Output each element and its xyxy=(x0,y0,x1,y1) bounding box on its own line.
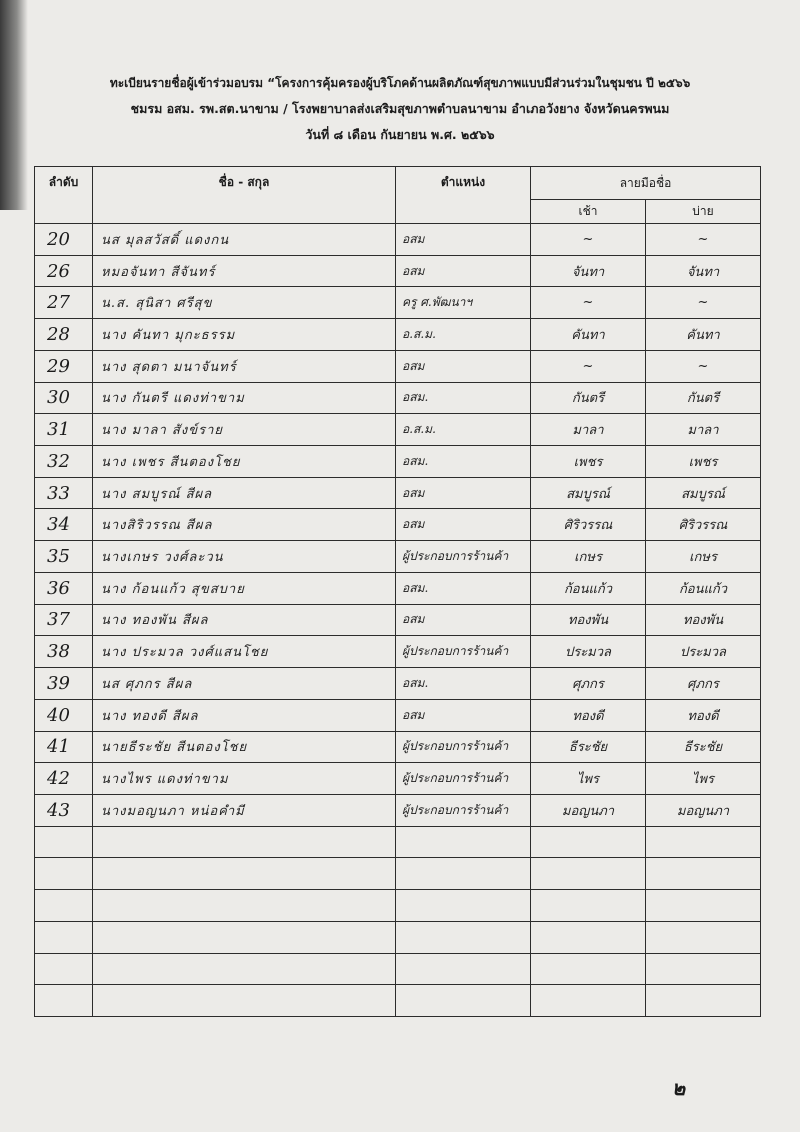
row-signature-afternoon: เกษร xyxy=(646,541,761,573)
row-signature-morning: ไพร xyxy=(531,763,646,795)
row-name: นส ศุภกร สีผล xyxy=(93,668,396,700)
row-signature-morning: จันทา xyxy=(531,255,646,287)
table-row xyxy=(35,319,761,351)
row-name: นาง ประมวล วงศ์แสนโชย xyxy=(93,636,396,668)
row-signature-afternoon: มาลา xyxy=(646,414,761,446)
row-signature-afternoon xyxy=(646,890,761,922)
row-signature-morning: ประมวล xyxy=(531,636,646,668)
row-name: นางมอญนภา หน่อคำมี xyxy=(93,794,396,826)
row-position: อ.ส.ม. xyxy=(396,414,531,446)
row-signature-morning xyxy=(531,921,646,953)
row-signature-morning: ~ xyxy=(531,224,646,256)
row-name: นส มุลสวัสดิ์ แดงกน xyxy=(93,224,396,256)
row-signature-morning xyxy=(531,985,646,1017)
row-number xyxy=(35,953,93,985)
row-position: อสม xyxy=(396,477,531,509)
table-body xyxy=(35,224,761,1017)
row-signature-afternoon: ศุภกร xyxy=(646,668,761,700)
row-signature-morning: สมบูรณ์ xyxy=(531,477,646,509)
row-name: นางสิริวรรณ สีผล xyxy=(93,509,396,541)
row-number xyxy=(35,858,93,890)
row-position xyxy=(396,858,531,890)
row-signature-afternoon: ~ xyxy=(646,350,761,382)
row-number xyxy=(35,985,93,1017)
row-name: นาง เพชร สีนตองโชย xyxy=(93,446,396,478)
row-number: 20 xyxy=(35,224,93,256)
row-name: นาง สมบูรณ์ สีผล xyxy=(93,477,396,509)
row-name: นาง มาลา สังข์ราย xyxy=(93,414,396,446)
row-number xyxy=(35,890,93,922)
row-number xyxy=(35,921,93,953)
row-number: 33 xyxy=(35,477,93,509)
row-signature-morning xyxy=(531,953,646,985)
row-number: 36 xyxy=(35,572,93,604)
row-signature-morning: มาลา xyxy=(531,414,646,446)
table-row xyxy=(35,350,761,382)
row-position: อสม xyxy=(396,604,531,636)
row-position: ผู้ประกอบการร้านค้า xyxy=(396,794,531,826)
row-position: อสม. xyxy=(396,382,531,414)
row-number: 38 xyxy=(35,636,93,668)
table-row xyxy=(35,255,761,287)
row-signature-afternoon xyxy=(646,858,761,890)
table-row xyxy=(35,826,761,858)
table-row xyxy=(35,668,761,700)
row-number: 37 xyxy=(35,604,93,636)
row-position: ผู้ประกอบการร้านค้า xyxy=(396,763,531,795)
row-position: ครู ศ.พัฒนาฯ xyxy=(396,287,531,319)
row-name: น.ส. สุนิสา ศรีสุข xyxy=(93,287,396,319)
row-signature-afternoon xyxy=(646,826,761,858)
row-number: 35 xyxy=(35,541,93,573)
row-name xyxy=(93,826,396,858)
row-position xyxy=(396,953,531,985)
row-signature-afternoon: ~ xyxy=(646,224,761,256)
table-row xyxy=(35,636,761,668)
header-organization: ชมรม อสม. รพ.สต.นาขาม / โรงพยาบาลส่งเสริมสุขภาพตำบลนาขาม อำเภอวังยาง จังหวัดนครพนม xyxy=(130,101,670,116)
header-morning: เช้า xyxy=(531,200,646,224)
row-position: อสม xyxy=(396,224,531,256)
table-row xyxy=(35,477,761,509)
row-position: ผู้ประกอบการร้านค้า xyxy=(396,541,531,573)
header-signature: ลายมือชื่อ xyxy=(531,167,761,200)
table-row xyxy=(35,985,761,1017)
table-row xyxy=(35,953,761,985)
row-signature-morning xyxy=(531,826,646,858)
row-signature-morning: ~ xyxy=(531,287,646,319)
table-row xyxy=(35,414,761,446)
row-signature-afternoon: ทองพัน xyxy=(646,604,761,636)
row-position: ผู้ประกอบการร้านค้า xyxy=(396,731,531,763)
row-signature-afternoon: ~ xyxy=(646,287,761,319)
row-signature-morning: ทองพัน xyxy=(531,604,646,636)
table-row xyxy=(35,699,761,731)
row-number: 40 xyxy=(35,699,93,731)
table-row xyxy=(35,921,761,953)
row-signature-afternoon: กันตรี xyxy=(646,382,761,414)
row-number: 30 xyxy=(35,382,93,414)
row-signature-morning: ศิริวรรณ xyxy=(531,509,646,541)
row-position: อสม. xyxy=(396,446,531,478)
row-signature-morning: คันทา xyxy=(531,319,646,351)
row-number: 26 xyxy=(35,255,93,287)
table-row xyxy=(35,763,761,795)
header-position: ตำแหน่ง xyxy=(396,167,531,224)
scan-edge-shadow xyxy=(0,0,28,210)
row-number: 32 xyxy=(35,446,93,478)
row-signature-morning: เพชร xyxy=(531,446,646,478)
row-position: อสม xyxy=(396,350,531,382)
row-number: 27 xyxy=(35,287,93,319)
row-position: อสม. xyxy=(396,572,531,604)
row-name: นาง ทองพัน สีผล xyxy=(93,604,396,636)
row-signature-afternoon: ก้อนแก้ว xyxy=(646,572,761,604)
row-position: อสม xyxy=(396,699,531,731)
table-row xyxy=(35,858,761,890)
row-signature-morning xyxy=(531,890,646,922)
row-position xyxy=(396,921,531,953)
row-signature-afternoon: เพชร xyxy=(646,446,761,478)
header-no: ลำดับ xyxy=(35,167,93,224)
row-signature-afternoon: คันทา xyxy=(646,319,761,351)
row-name: หมอจันทา สีจันทร์ xyxy=(93,255,396,287)
row-number: 31 xyxy=(35,414,93,446)
row-signature-morning: ทองดี xyxy=(531,699,646,731)
row-number xyxy=(35,826,93,858)
row-name xyxy=(93,921,396,953)
row-signature-morning: ก้อนแก้ว xyxy=(531,572,646,604)
row-position: อสม xyxy=(396,255,531,287)
row-position: อสม. xyxy=(396,668,531,700)
table-row xyxy=(35,287,761,319)
row-name: นาง คันทา มุกะธรรม xyxy=(93,319,396,351)
row-name xyxy=(93,985,396,1017)
row-name: นาง สุดตา มนาจันทร์ xyxy=(93,350,396,382)
row-signature-afternoon xyxy=(646,985,761,1017)
header-title: ทะเบียนรายชื่อผู้เข้าร่วมอบรม “โครงการคุ้มครองผู้บริโภคด้านผลิตภัณฑ์สุขภาพแบบมีส่วนร่วมในชุมชน ปี ๒๕๖๖ xyxy=(109,76,691,90)
table-row xyxy=(35,604,761,636)
row-signature-morning: ~ xyxy=(531,350,646,382)
table-row xyxy=(35,731,761,763)
header-name: ชื่อ - สกุล xyxy=(93,167,396,224)
row-name: นาง กันตรี แดงท่าขาม xyxy=(93,382,396,414)
row-name: นางไพร แดงท่าขาม xyxy=(93,763,396,795)
row-name: นาง ก้อนแก้ว สุขสบาย xyxy=(93,572,396,604)
header-date: วันที่ ๘ เดือน กันยายน พ.ศ. ๒๕๖๖ xyxy=(305,127,495,142)
row-number: 39 xyxy=(35,668,93,700)
table-row xyxy=(35,794,761,826)
row-signature-afternoon xyxy=(646,921,761,953)
row-signature-morning: มอญนภา xyxy=(531,794,646,826)
row-name: นาง ทองดี สีผล xyxy=(93,699,396,731)
table-row xyxy=(35,541,761,573)
table-row xyxy=(35,224,761,256)
row-signature-morning: กันตรี xyxy=(531,382,646,414)
row-signature-morning: ศุภกร xyxy=(531,668,646,700)
row-position: ผู้ประกอบการร้านค้า xyxy=(396,636,531,668)
header-afternoon: บ่าย xyxy=(646,200,761,224)
row-signature-afternoon xyxy=(646,953,761,985)
row-signature-afternoon: ทองดี xyxy=(646,699,761,731)
row-name: นายธีระชัย สีนตองโชย xyxy=(93,731,396,763)
document-header xyxy=(40,70,760,148)
row-position xyxy=(396,890,531,922)
registration-table xyxy=(34,166,761,1017)
row-signature-morning: เกษร xyxy=(531,541,646,573)
row-position xyxy=(396,985,531,1017)
row-signature-afternoon: จันทา xyxy=(646,255,761,287)
row-number: 41 xyxy=(35,731,93,763)
row-number: 42 xyxy=(35,763,93,795)
row-name: นางเกษร วงศ์ละวน xyxy=(93,541,396,573)
row-signature-afternoon: ธีระชัย xyxy=(646,731,761,763)
row-position: อสม xyxy=(396,509,531,541)
row-signature-morning: ธีระชัย xyxy=(531,731,646,763)
table-row xyxy=(35,382,761,414)
row-signature-afternoon: ศิริวรรณ xyxy=(646,509,761,541)
row-signature-afternoon: ประมวล xyxy=(646,636,761,668)
row-position: อ.ส.ม. xyxy=(396,319,531,351)
table-row xyxy=(35,890,761,922)
row-name xyxy=(93,953,396,985)
row-signature-afternoon: สมบูรณ์ xyxy=(646,477,761,509)
row-name xyxy=(93,890,396,922)
table-row xyxy=(35,446,761,478)
row-number: 43 xyxy=(35,794,93,826)
row-signature-morning xyxy=(531,858,646,890)
row-number: 28 xyxy=(35,319,93,351)
row-number: 34 xyxy=(35,509,93,541)
row-signature-afternoon: ไพร xyxy=(646,763,761,795)
row-name xyxy=(93,858,396,890)
row-position xyxy=(396,826,531,858)
page-number: ๒ xyxy=(672,1076,686,1100)
table-row xyxy=(35,572,761,604)
table-row xyxy=(35,509,761,541)
row-signature-afternoon: มอญนภา xyxy=(646,794,761,826)
row-number: 29 xyxy=(35,350,93,382)
